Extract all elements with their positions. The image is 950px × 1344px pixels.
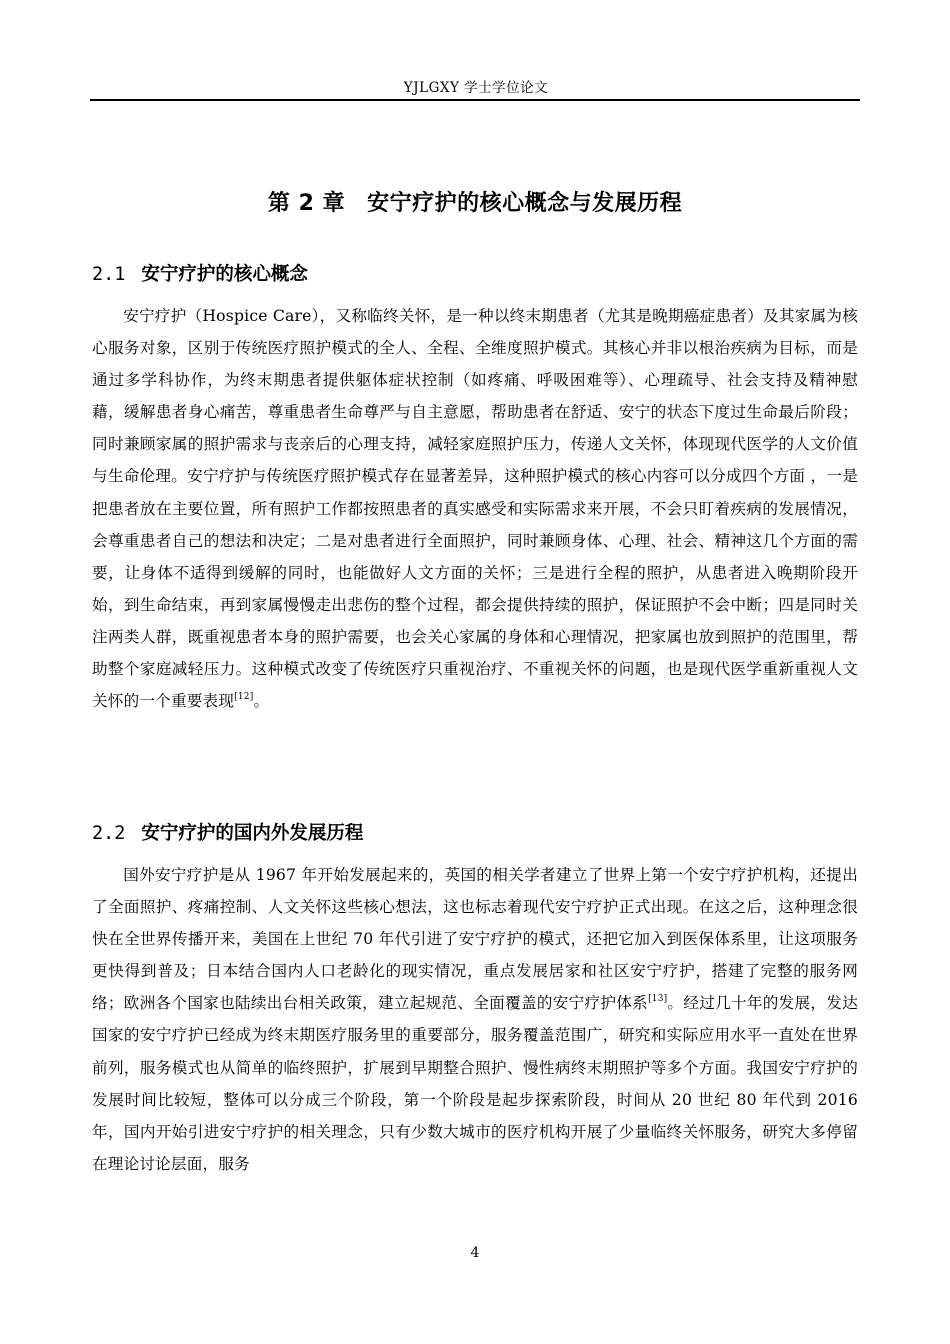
chapter-title [92, 186, 858, 217]
paragraph-text: 国外安宁疗护是从 1967 年开始发展起来的，英国的相关学者建立了世界上第一个安宁疗护机构，还提出了全面照护、疼痛控制、人文关怀这些核心想法，这也标志着现代安宁疗护正式出现。在这之后，这种理念很快在全世界传播开来，美国在上世纪 70 年代引进了安宁疗护的模式，还把它加入到医保体系里，让这项服务更快得到普及；日本结合国内人口老龄化的现实情况，重点发展居家和社区安宁疗护，搭建了完整的服务网络；欧洲各个国家也陆续出台相关政策，建立起规范、全面覆盖的安宁疗护体系 [92, 866, 858, 1013]
chapter-title-text: 安宁疗护的核心概念与发展历程 [367, 191, 683, 216]
section-heading-2-2 [92, 819, 858, 845]
section-title-text: 安宁疗护的核心概念 [141, 264, 308, 285]
citation-marker: [12] [234, 692, 254, 703]
section-2-2-paragraph [92, 859, 858, 1180]
section-number: 2.2 [92, 823, 126, 844]
paragraph-tail: 。经过几十年的发展，发达国家的安宁疗护已经成为终末期医疗服务里的重要部分，服务覆盖范围广，研究和实际应用水平一直处在世界前列，服务模式也从简单的临终照护，扩展到早期整合照护、慢性病终末期照护等多个方面。我国安宁疗护的发展时间比较短，整体可以分成三个阶段，第一个阶段是起步探索阶段，时间从 20 世纪 80 年代到 2016 年，国内开始引进安宁疗护的相关理念，只有少数大城市的医疗机构开展了少量临终关怀服务，研究大多停留在理论讨论层面，服务 [92, 994, 858, 1173]
section-title-text: 安宁疗护的国内外发展历程 [141, 823, 364, 844]
paragraph-text: 安宁疗护（Hospice Care），又称临终关怀，是一种以终末期患者（尤其是晚期癌症患者）及其家属为核心服务对象，区别于传统医疗照护模式的全人、全程、全维度照护模式。其核心并非以根治疾病为目标，而是通过多学科协作，为终末期患者提供躯体症状控制（如疼痛、呼吸困难等）、心理疏导、社会支持及精神慰藉，缓解患者身心痛苦，尊重患者生命尊严与自主意愿，帮助患者在舒适、安宁的状态下度过生命最后阶段；同时兼顾家属的照护需求与丧亲后的心理支持，减轻家庭照护压力，传递人文关怀，体现现代医学的人文价值与生命伦理。安宁疗护与传统医疗照护模式存在显著差异，这种照护模式的核心内容可以分成四个方面 ，一是把患者放在主要位置，所有照护工作都按照患者的真实感受和实际需求来开展，不会只盯着疾病的发展情况，会尊重患者自己的想法和决定；二是对患者进行全面照护，同时兼顾身体、心理、社会、精神这几个方面的需要，让身体不适得到缓解的同时，也能做好人文方面的关怀；三是进行全程的照护，从患者进入晚期阶段开始，到生命结束，再到家属慢慢走出悲伤的整个过程，都会提供持续的照护，保证照护不会中断；四是同时关注两类人群，既重视患者本身的照护需要，也会关心家属的身体和心理情况，把家属也放到照护的范围里，帮助整个家庭减轻压力。这种模式改变了传统医疗只重视治疗、不重视关怀的问题，也是现代医学重新重视人文关怀的一个重要表现 [92, 307, 858, 711]
page-number: 4 [470, 1245, 480, 1261]
header-rule [90, 99, 860, 101]
section-number: 2.1 [92, 264, 126, 285]
running-header: YJLGXY 学士学位论文 [403, 80, 549, 96]
chapter-number: 第 2 章 [267, 191, 346, 216]
citation-marker: [13] [648, 994, 668, 1005]
section-2-1-paragraph [92, 300, 858, 717]
paragraph-tail: 。 [253, 692, 270, 711]
section-heading-2-1 [92, 260, 858, 286]
